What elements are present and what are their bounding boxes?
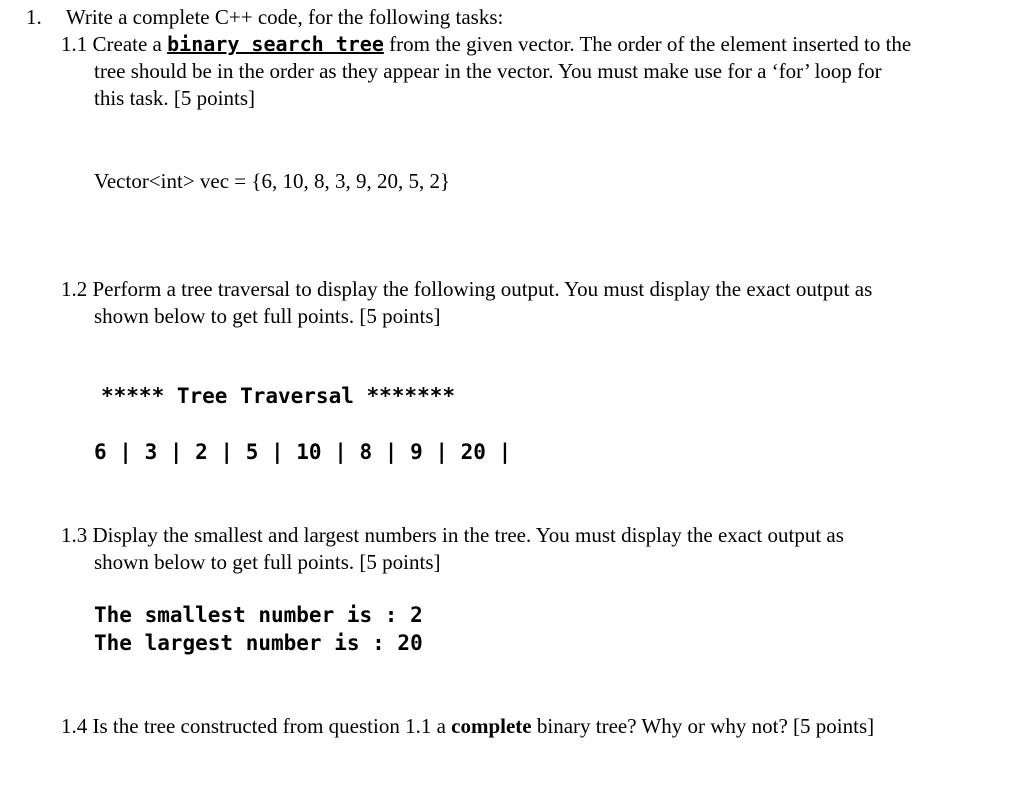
task-1-1-intro: 1.1 Create a: [61, 32, 168, 56]
task-1-1-line-1-rest: from the given vector. The order of the element inserted to the: [383, 32, 912, 56]
binary-search-tree-term: binary search tree: [167, 32, 384, 56]
complete-term: complete: [451, 714, 532, 738]
task-1-3-line-1: 1.3 Display the smallest and largest numbers in the tree. You must display the exact output as: [61, 523, 844, 547]
question-1-heading: [26, 4, 503, 31]
task-1-4-before: 1.4 Is the tree constructed from question 1.1 a: [61, 714, 452, 738]
task-1-2-line-1: 1.2 Perform a tree traversal to display the following output. You must display the exact output as: [61, 277, 873, 301]
task-1-1-line-1: [61, 31, 911, 58]
task-1-4: [61, 713, 874, 740]
traversal-output-values: 6 | 3 | 2 | 5 | 10 | 8 | 9 | 20 |: [94, 440, 512, 464]
task-1-4-after: binary tree? Why or why not? [5 points]: [531, 714, 875, 738]
traversal-output-header: ***** Tree Traversal *******: [101, 384, 456, 408]
smallest-number-output: The smallest number is : 2: [94, 603, 423, 627]
vector-definition: Vector<int> vec = {6, 10, 8, 3, 9, 20, 5, 2}: [94, 169, 451, 193]
task-1-1-line-2: tree should be in the order as they appear in the vector. You must make use for a ‘for’ loop for: [94, 59, 882, 83]
largest-number-output: The largest number is : 20: [94, 631, 423, 655]
task-1-3-line-2: shown below to get full points. [5 points]: [94, 550, 441, 574]
question-number: 1.: [26, 5, 42, 29]
question-prompt: Write a complete C++ code, for the following tasks:: [65, 5, 504, 29]
task-1-1-line-3: this task. [5 points]: [94, 86, 255, 110]
task-1-2-line-2: shown below to get full points. [5 points]: [94, 304, 441, 328]
